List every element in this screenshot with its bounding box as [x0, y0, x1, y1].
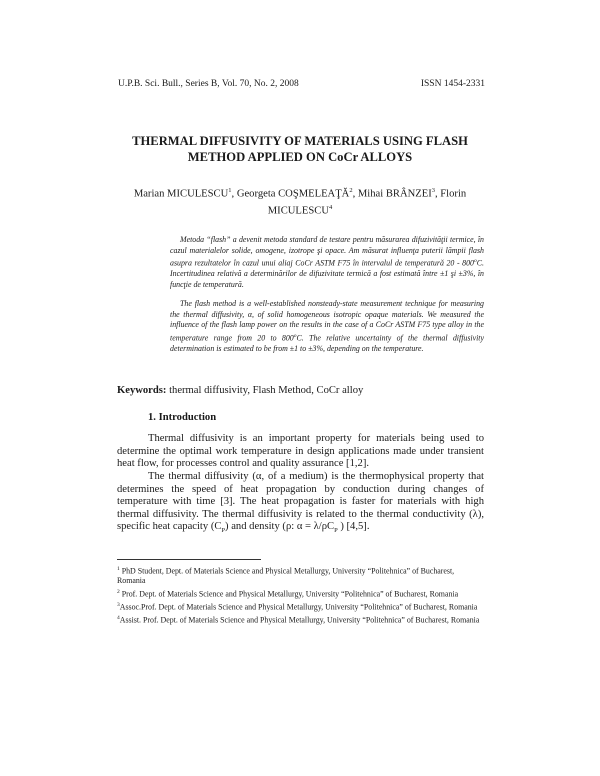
p2-text-3: ) [4,5].: [337, 521, 370, 532]
author-1: Marian MICULESCU: [133, 188, 229, 200]
author-4-mark: 4: [328, 204, 333, 212]
abstract-ro-text-2: C. Incertitudinea relativă a determinărilor de difuzivitate termică a fost estimată între ±1 şi ±3%, în funcţie de temperatură.: [170, 258, 484, 289]
keywords-text: thermal diffusivity, Flash Method, CoCr alloy: [166, 385, 364, 396]
keywords-label: Keywords:: [117, 385, 167, 396]
journal-citation: U.P.B. Sci. Bull., Series B, Vol. 70, No. 2, 2008: [118, 79, 299, 89]
footnote-3-text: Assoc.Prof. Dept. of Materials Science and Physical Metallurgy, University “Politehnica” of Bucharest, Romania: [119, 602, 478, 612]
keywords: [117, 385, 484, 396]
author-list: [110, 184, 490, 218]
footnotes: [117, 565, 484, 626]
abstract-en-text-1: The flash method is a well-established nonsteady-state measurement technique for measuring the thermal diffusivity, α, of solid homogeneous isotropic opaque materials. We measured the influence of the flash lamp power on the results in the case of a CoCr ASTM F75 type alloy in the temperature range from 20 to 800: [170, 299, 484, 343]
author-3-mark: 3: [431, 187, 435, 194]
author-2: , Georgeta COŞMELEAŢĂ: [231, 188, 350, 200]
author-1-mark: 1: [228, 187, 232, 194]
footnote-1-mark: 1: [117, 566, 120, 572]
footnote-4-text: Assist. Prof. Dept. of Materials Science and Physical Metallurgy, University “Politehnica” of Bucharest, Romania: [119, 615, 480, 625]
footnote-2-mark: 2: [117, 588, 120, 595]
footnote-1: [117, 565, 484, 586]
body-paragraph-1: Thermal diffusivity is an important property for materials being used to determine the optimal work temperature in design applications made under transient heat flow, for processes control and quality assurance [1,2].: [117, 433, 484, 469]
footnote-1-text: PhD Student, Dept. of Materials Science and Physical Metallurgy, University “Politehnica” of Bucharest, Romania: [117, 566, 455, 586]
issn: ISSN 1454-2331: [420, 79, 485, 89]
paper-title: [100, 134, 500, 165]
abstract-en-text-2: C. The relative uncertainty of the thermal diffusivity determination is estimated to be from ±1 to ±3%, depending on the temperature.: [170, 333, 484, 353]
abstract-ro-degree: o: [474, 258, 477, 265]
abstract-ro-text-1: Metoda “flash” a devenit metoda standard de testare pentru măsurarea difuzivităţii termice, în cazul materialelor solide, omogene, izotrope şi opace. Am măsurat influenţa puterii lămpii flash asupra rezultatelor în cazul unui aliaj CoCr ASTM F75 în intervalul de temperatură 20 - 800: [170, 235, 484, 268]
p2-text-2: ) and density (ρ: α = λ/ρC: [225, 521, 335, 532]
abstract-romanian: [170, 235, 484, 291]
footnote-divider: [117, 559, 261, 560]
abstract-en-degree: o: [293, 332, 297, 339]
body-paragraph-2: [117, 471, 484, 538]
p2-text-1: The thermal diffusivity (α, of a medium) is the thermophysical property that determines the speed of heat propagation by conduction during changes of temperature with time [3]. The heat propagation is faster for materials with high thermal diffusivity. The thermal diffusivity is related to the thermal conductivity (λ), specific heat capacity (C: [117, 471, 484, 532]
section-heading: 1. Introduction: [148, 412, 217, 423]
footnote-3: [117, 601, 484, 612]
footnote-4-mark: 4: [117, 614, 120, 621]
author-4: , Florin MICULESCU: [267, 188, 467, 217]
footnote-2-text: Prof. Dept. of Materials Science and Physical Metallurgy, University “Politehnica” of Bucharest, Romania: [119, 589, 459, 599]
running-header: [118, 79, 485, 89]
author-2-mark: 2: [349, 187, 353, 194]
abstract-english: [170, 299, 484, 355]
footnote-4: [117, 614, 484, 625]
p2-sub-2: P: [334, 527, 338, 535]
author-3: , Mihai BRÂNZEI: [352, 188, 432, 200]
p2-sub-1: P: [221, 527, 226, 535]
title-line-1: THERMAL DIFFUSIVITY OF MATERIALS USING FLASH: [132, 134, 468, 148]
footnote-3-mark: 3: [117, 601, 120, 608]
footnote-2: [117, 588, 484, 599]
title-line-2: METHOD APPLIED ON CoCr ALLOYS: [187, 149, 413, 164]
